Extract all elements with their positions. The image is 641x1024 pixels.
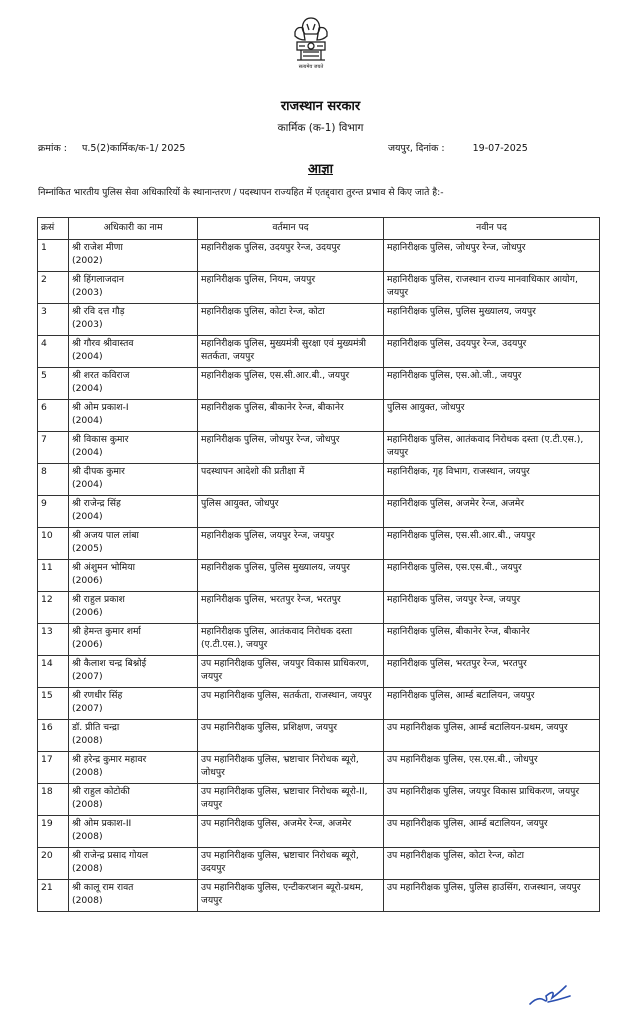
serial-number: 13	[38, 624, 69, 656]
officer-cell	[69, 496, 198, 528]
new-post: महानिरीक्षक पुलिस, आर्म्ड बटालियन, जयपुर	[384, 688, 600, 720]
table-row	[38, 624, 600, 656]
current-post: महानिरीक्षक पुलिस, नियम, जयपुर	[198, 272, 384, 304]
serial-number: 3	[38, 304, 69, 336]
officer-cell	[69, 720, 198, 752]
new-post: महानिरीक्षक पुलिस, आतंकवाद निरोधक दस्ता (ए.टी.एस.), जयपुर	[384, 432, 600, 464]
current-post: महानिरीक्षक पुलिस, मुख्यमंत्री सुरक्षा एवं मुख्यमंत्री सतर्कता, जयपुर	[198, 336, 384, 368]
current-post: महानिरीक्षक पुलिस, भरतपुर रेन्ज, भरतपुर	[198, 592, 384, 624]
serial-number: 9	[38, 496, 69, 528]
officer-batch: (2006)	[72, 606, 103, 618]
new-post: महानिरीक्षक पुलिस, बीकानेर रेन्ज, बीकानेर	[384, 624, 600, 656]
new-post: महानिरीक्षक पुलिस, भरतपुर रेन्ज, भरतपुर	[384, 656, 600, 688]
table-row	[38, 464, 600, 496]
table-row	[38, 560, 600, 592]
table-row	[38, 304, 600, 336]
officer-batch: (2004)	[72, 510, 103, 522]
serial-number: 20	[38, 848, 69, 880]
officer-cell	[69, 688, 198, 720]
officer-batch: (2004)	[72, 382, 103, 394]
officer-name: श्री राजेन्द्र प्रसाद गोयल	[72, 850, 149, 861]
serial-number: 21	[38, 880, 69, 912]
officer-name: डॉ. प्रीति चन्द्रा	[72, 722, 120, 733]
serial-number: 10	[38, 528, 69, 560]
officer-name: श्री दीपक कुमार	[72, 466, 125, 477]
officer-cell	[69, 432, 198, 464]
place-date	[388, 141, 528, 154]
officer-batch: (2008)	[72, 734, 103, 746]
government-title: राजस्थान सरकार	[280, 99, 361, 114]
header-serial: क्रसं	[38, 218, 69, 240]
table-row	[38, 848, 600, 880]
current-post: महानिरीक्षक पुलिस, एस.सी.आर.बी., जयपुर	[198, 368, 384, 400]
officer-cell	[69, 464, 198, 496]
header-current-post: वर्तमान पद	[198, 218, 384, 240]
new-post: पुलिस आयुक्त, जोधपुर	[384, 400, 600, 432]
officer-name: श्री राजेन्द्र सिंह	[72, 498, 121, 509]
table-row	[38, 272, 600, 304]
officer-cell	[69, 656, 198, 688]
table-row	[38, 752, 600, 784]
officer-batch: (2004)	[72, 478, 103, 490]
officer-batch: (2008)	[72, 766, 103, 778]
handwritten-signature-icon	[526, 982, 574, 1008]
officer-name: श्री राहुल प्रकाश	[72, 594, 125, 605]
officer-name: श्री हेमन्त कुमार शर्मा	[72, 626, 141, 637]
officer-batch: (2008)	[72, 862, 103, 874]
officer-cell	[69, 784, 198, 816]
officer-name: श्री हिंगलाजदान	[72, 274, 125, 285]
current-post: महानिरीक्षक पुलिस, उदयपुर रेन्ज, उदयपुर	[198, 240, 384, 272]
officer-name: श्री अंशुमन भोमिया	[72, 562, 136, 573]
serial-number: 6	[38, 400, 69, 432]
table-row	[38, 816, 600, 848]
officer-name: श्री ओम प्रकाश-II	[72, 818, 132, 829]
table-row	[38, 528, 600, 560]
officer-cell	[69, 240, 198, 272]
officer-batch: (2004)	[72, 414, 103, 426]
serial-number: 7	[38, 432, 69, 464]
officer-cell	[69, 400, 198, 432]
officer-cell	[69, 272, 198, 304]
transfer-table	[37, 217, 600, 912]
header-new-post: नवीन पद	[384, 218, 600, 240]
new-post: महानिरीक्षक पुलिस, एस.सी.आर.बी., जयपुर	[384, 528, 600, 560]
new-post: महानिरीक्षक पुलिस, अजमेर रेन्ज, अजमेर	[384, 496, 600, 528]
motto: सत्यमेव जयते	[298, 64, 324, 70]
officer-cell	[69, 848, 198, 880]
table-row	[38, 784, 600, 816]
serial-number: 8	[38, 464, 69, 496]
serial-number: 12	[38, 592, 69, 624]
new-post: महानिरीक्षक पुलिस, पुलिस मुख्यालय, जयपुर	[384, 304, 600, 336]
officer-name: श्री शरत कविराज	[72, 370, 130, 381]
table-row	[38, 656, 600, 688]
current-post: पदस्थापन आदेशो की प्रतीक्षा में	[198, 464, 384, 496]
officer-batch: (2007)	[72, 702, 103, 714]
order-title: आज्ञा	[308, 162, 333, 177]
serial-number: 15	[38, 688, 69, 720]
current-post: उप महानिरीक्षक पुलिस, भ्रष्टाचार निरोधक ब्यूरो, उदयपुर	[198, 848, 384, 880]
current-post: उप महानिरीक्षक पुलिस, भ्रष्टाचार निरोधक ब्यूरो-II, जयपुर	[198, 784, 384, 816]
current-post: महानिरीक्षक पुलिस, पुलिस मुख्यालय, जयपुर	[198, 560, 384, 592]
officer-cell	[69, 336, 198, 368]
officer-batch: (2002)	[72, 254, 103, 266]
officer-cell	[69, 752, 198, 784]
new-post: महानिरीक्षक पुलिस, जोधपुर रेन्ज, जोधपुर	[384, 240, 600, 272]
officer-cell	[69, 624, 198, 656]
officer-name: श्री रणधीर सिंह	[72, 690, 123, 701]
order-date: 19-07-2025	[472, 143, 528, 154]
table-row	[38, 592, 600, 624]
table-header-row	[38, 218, 600, 240]
officer-name: श्री राहुल कोटोकी	[72, 786, 130, 797]
serial-number: 17	[38, 752, 69, 784]
table-row	[38, 336, 600, 368]
header-officer-name: अधिकारी का नाम	[69, 218, 198, 240]
new-post: महानिरीक्षक पुलिस, उदयपुर रेन्ज, उदयपुर	[384, 336, 600, 368]
new-post: उप महानिरीक्षक पुलिस, जयपुर विकास प्राधिकरण, जयपुर	[384, 784, 600, 816]
intro-text: निम्नांकित भारतीय पुलिस सेवा अधिकारियों के स्थानान्तरण / पदस्थापन राज्यहित में एतद्द्वारा तुरन्त प्रभाव से किए जाते है:-	[38, 187, 444, 198]
new-post: उप महानिरीक्षक पुलिस, एस.एस.बी., जोधपुर	[384, 752, 600, 784]
officer-cell	[69, 304, 198, 336]
new-post: महानिरीक्षक पुलिस, जयपुर रेन्ज, जयपुर	[384, 592, 600, 624]
new-post: महानिरीक्षक पुलिस, राजस्थान राज्य मानवाधिकार आयोग, जयपुर	[384, 272, 600, 304]
reference-number	[38, 141, 185, 154]
current-post: उप महानिरीक्षक पुलिस, भ्रष्टाचार निरोधक ब्यूरो, जोधपुर	[198, 752, 384, 784]
new-post: महानिरीक्षक पुलिस, एस.ओ.जी., जयपुर	[384, 368, 600, 400]
officer-batch: (2003)	[72, 318, 103, 330]
table-row	[38, 432, 600, 464]
officer-batch: (2005)	[72, 542, 103, 554]
reference-label: क्रमांक :	[38, 143, 67, 154]
officer-name: श्री विकास कुमार	[72, 434, 129, 445]
officer-batch: (2004)	[72, 350, 103, 362]
current-post: पुलिस आयुक्त, जोधपुर	[198, 496, 384, 528]
current-post: उप महानिरीक्षक पुलिस, अजमेर रेन्ज, अजमेर	[198, 816, 384, 848]
new-post: उप महानिरीक्षक पुलिस, पुलिस हाउसिंग, राजस्थान, जयपुर	[384, 880, 600, 912]
officer-name: श्री हरेन्द्र कुमार महावर	[72, 754, 147, 765]
table-row	[38, 688, 600, 720]
officer-batch: (2007)	[72, 670, 103, 682]
serial-number: 11	[38, 560, 69, 592]
new-post: उप महानिरीक्षक पुलिस, कोटा रेन्ज, कोटा	[384, 848, 600, 880]
officer-name: श्री गौरव श्रीवास्तव	[72, 338, 134, 349]
reference-value: प.5(2)कार्मिक/क-1/ 2025	[82, 143, 186, 154]
new-post: उप महानिरीक्षक पुलिस, आर्म्ड बटालियन, जयपुर	[384, 816, 600, 848]
officer-cell	[69, 816, 198, 848]
serial-number: 18	[38, 784, 69, 816]
officer-name: श्री राजेश मीणा	[72, 242, 123, 253]
serial-number: 1	[38, 240, 69, 272]
current-post: महानिरीक्षक पुलिस, कोटा रेन्ज, कोटा	[198, 304, 384, 336]
officer-cell	[69, 528, 198, 560]
officer-batch: (2008)	[72, 798, 103, 810]
officer-cell	[69, 880, 198, 912]
place-label: जयपुर, दिनांक :	[388, 143, 445, 154]
serial-number: 19	[38, 816, 69, 848]
serial-number: 14	[38, 656, 69, 688]
new-post: उप महानिरीक्षक पुलिस, आर्म्ड बटालियन-प्रथम, जयपुर	[384, 720, 600, 752]
officer-name: श्री कालू राम रावत	[72, 882, 134, 893]
current-post: महानिरीक्षक पुलिस, बीकानेर रेन्ज, बीकानेर	[198, 400, 384, 432]
new-post: महानिरीक्षक पुलिस, एस.एस.बी., जयपुर	[384, 560, 600, 592]
table-row	[38, 496, 600, 528]
current-post: महानिरीक्षक पुलिस, जोधपुर रेन्ज, जोधपुर	[198, 432, 384, 464]
current-post: महानिरीक्षक पुलिस, आतंकवाद निरोधक दस्ता (ए.टी.एस.), जयपुर	[198, 624, 384, 656]
current-post: उप महानिरीक्षक पुलिस, जयपुर विकास प्राधिकरण, जयपुर	[198, 656, 384, 688]
table-row	[38, 720, 600, 752]
department-title: कार्मिक (क-1) विभाग	[277, 122, 364, 134]
current-post: उप महानिरीक्षक पुलिस, सतर्कता, राजस्थान, जयपुर	[198, 688, 384, 720]
officer-name: श्री कैलाश चन्द्र बिश्नोई	[72, 658, 147, 669]
officer-batch: (2008)	[72, 894, 103, 906]
officer-cell	[69, 592, 198, 624]
table-row	[38, 880, 600, 912]
officer-cell	[69, 560, 198, 592]
current-post: उप महानिरीक्षक पुलिस, प्रशिक्षण, जयपुर	[198, 720, 384, 752]
table-row	[38, 400, 600, 432]
serial-number: 4	[38, 336, 69, 368]
new-post: महानिरीक्षक, गृह विभाग, राजस्थान, जयपुर	[384, 464, 600, 496]
current-post: महानिरीक्षक पुलिस, जयपुर रेन्ज, जयपुर	[198, 528, 384, 560]
officer-batch: (2006)	[72, 638, 103, 650]
current-post: उप महानिरीक्षक पुलिस, एन्टीकरप्शन ब्यूरो-प्रथम, जयपुर	[198, 880, 384, 912]
serial-number: 2	[38, 272, 69, 304]
serial-number: 16	[38, 720, 69, 752]
officer-batch: (2008)	[72, 830, 103, 842]
officer-batch: (2003)	[72, 286, 103, 298]
officer-cell	[69, 368, 198, 400]
officer-name: श्री रवि दत्त गौड़	[72, 306, 125, 317]
table-row	[38, 240, 600, 272]
officer-batch: (2006)	[72, 574, 103, 586]
table-row	[38, 368, 600, 400]
officer-name: श्री अजय पाल लांबा	[72, 530, 139, 541]
officer-batch: (2004)	[72, 446, 103, 458]
officer-name: श्री ओम प्रकाश-I	[72, 402, 129, 413]
serial-number: 5	[38, 368, 69, 400]
